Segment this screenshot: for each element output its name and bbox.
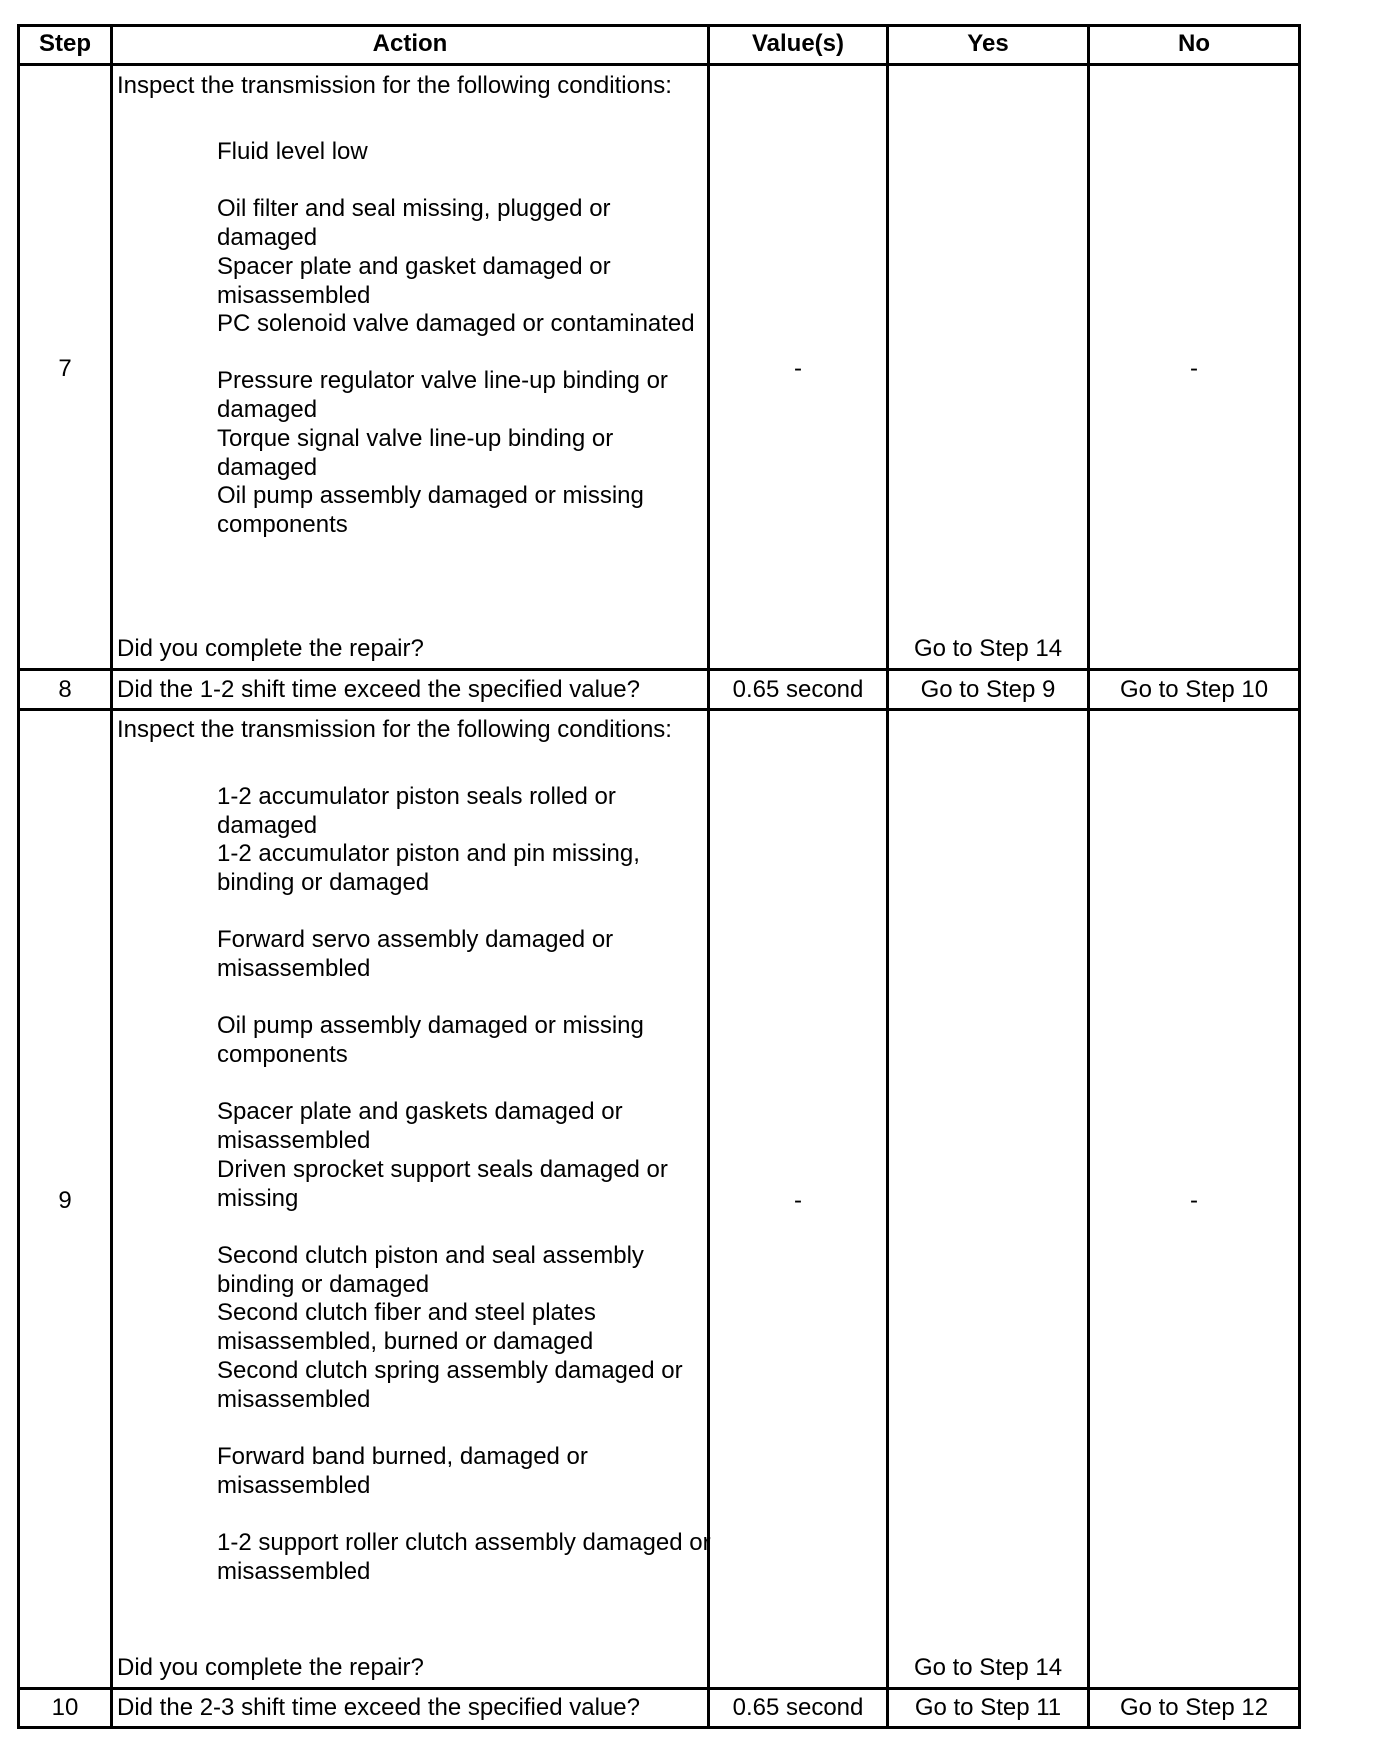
yes-cell: Go to Step 11 (914, 1694, 1062, 1721)
condition-item: Oil pump assembly damaged or missing components (217, 482, 644, 538)
row-divider (17, 708, 1301, 711)
action-intro: Inspect the transmission for the following conditions: (117, 716, 672, 743)
condition-item: Oil pump assembly damaged or missing components (217, 1012, 644, 1068)
condition-item: 1-2 accumulator piston and pin missing, binding or damaged (217, 840, 640, 896)
table-border-right (1298, 24, 1301, 1729)
condition-item: Second clutch piston and seal assembly binding or damaged (217, 1242, 644, 1298)
values-cell: 0.65 second (732, 1694, 864, 1721)
step-number: 8 (58, 676, 72, 703)
condition-item: Second clutch spring assembly damaged or misassembled (217, 1357, 683, 1413)
values-cell: - (794, 1187, 802, 1214)
row-divider (17, 668, 1301, 671)
action-question: Did you complete the repair? (117, 635, 424, 662)
condition-item: Spacer plate and gasket damaged or misassembled (217, 253, 611, 309)
no-cell: - (1190, 355, 1198, 382)
action-question: Did the 2-3 shift time exceed the specified value? (117, 1694, 640, 1721)
step-number: 10 (51, 1694, 79, 1721)
condition-item: Torque signal valve line-up binding or damaged (217, 425, 614, 481)
table-border-left (17, 24, 20, 1729)
condition-item: Oil filter and seal missing, plugged or damaged (217, 195, 611, 251)
step-number: 9 (58, 1187, 72, 1214)
table-border-bottom (17, 1726, 1301, 1729)
header-action: Action (372, 30, 448, 57)
condition-item: Spacer plate and gaskets damaged or misassembled (217, 1098, 623, 1154)
action-intro: Inspect the transmission for the following conditions: (117, 72, 672, 99)
condition-item: Second clutch fiber and steel plates misassembled, burned or damaged (217, 1299, 596, 1355)
values-cell: - (794, 355, 802, 382)
condition-item: 1-2 support roller clutch assembly damaged or misassembled (217, 1529, 711, 1585)
action-question: Did the 1-2 shift time exceed the specified value? (117, 676, 640, 703)
yes-cell: Go to Step 14 (913, 635, 1063, 662)
no-cell: - (1190, 1187, 1198, 1214)
table-border-top (17, 24, 1301, 27)
header-no: No (1178, 30, 1210, 57)
no-cell: Go to Step 10 (1119, 676, 1269, 703)
no-cell: Go to Step 12 (1119, 1694, 1269, 1721)
header-values: Value(s) (751, 30, 845, 57)
column-divider (1087, 24, 1090, 1729)
step-number: 7 (58, 355, 72, 382)
condition-item: PC solenoid valve damaged or contaminated (217, 310, 695, 337)
header-step: Step (38, 30, 91, 57)
condition-item: Pressure regulator valve line-up binding or damaged (217, 367, 668, 423)
header-yes: Yes (967, 30, 1009, 57)
condition-item: Driven sprocket support seals damaged or missing (217, 1156, 668, 1212)
condition-item: 1-2 accumulator piston seals rolled or damaged (217, 783, 616, 839)
condition-item: Forward band burned, damaged or misassembled (217, 1443, 588, 1499)
action-question: Did you complete the repair? (117, 1654, 424, 1681)
yes-cell: Go to Step 14 (913, 1654, 1063, 1681)
column-divider (110, 24, 113, 1729)
row-divider (17, 1687, 1301, 1690)
condition-item: Fluid level low (217, 138, 368, 165)
values-cell: 0.65 second (732, 676, 864, 703)
column-divider (886, 24, 889, 1729)
header-divider (17, 63, 1301, 66)
condition-item: Forward servo assembly damaged or misassembled (217, 926, 614, 982)
yes-cell: Go to Step 9 (920, 676, 1056, 703)
